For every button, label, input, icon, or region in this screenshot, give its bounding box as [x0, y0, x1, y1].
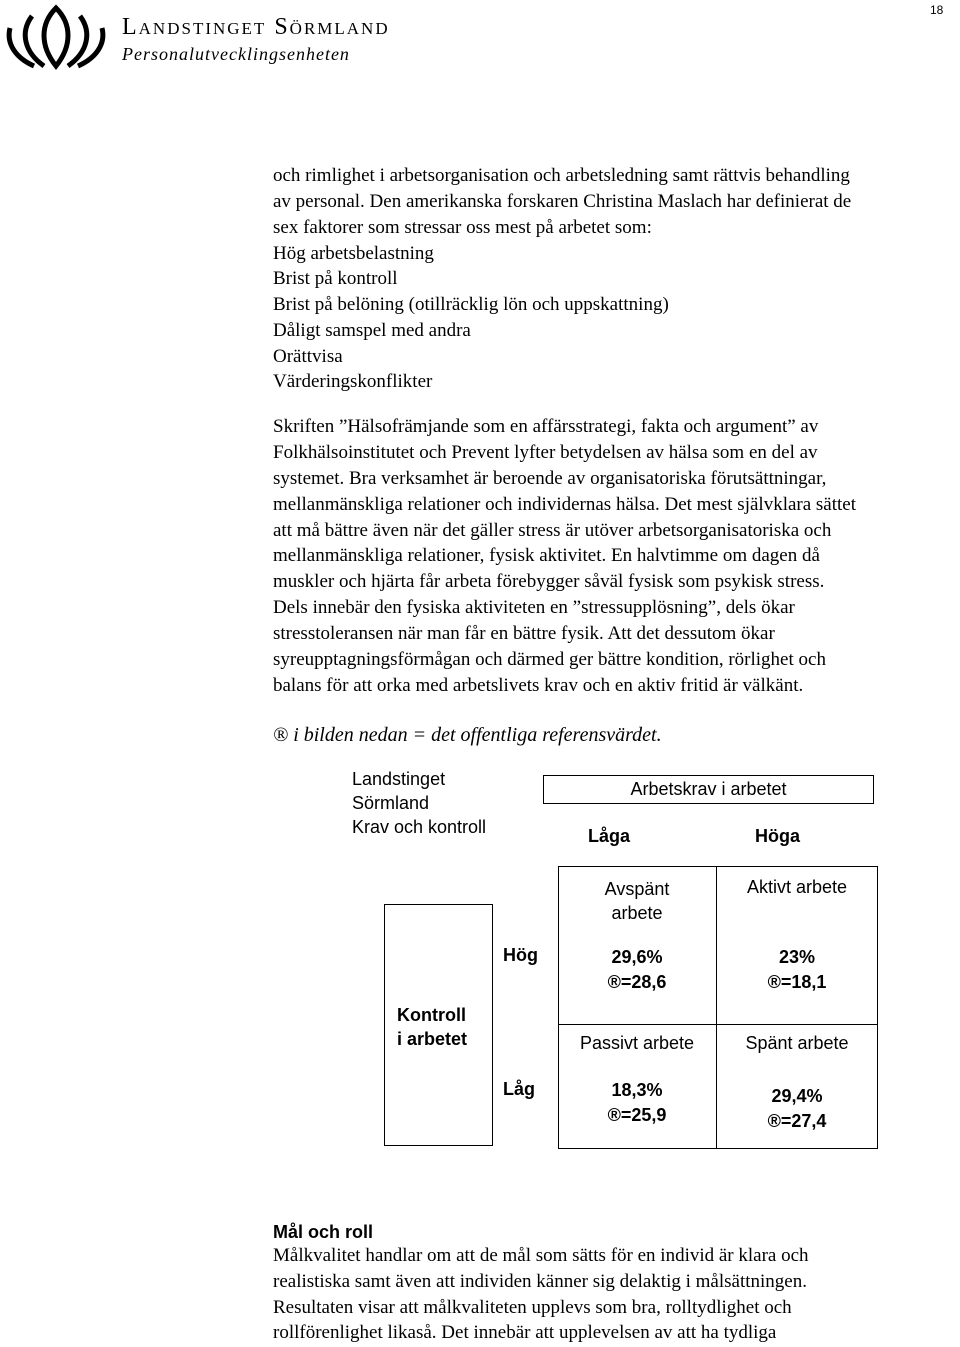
passive-work-label: Passivt arbete: [579, 1033, 695, 1053]
text-line: Målkvalitet handlar om att de mål som sätts för en individ är klara och: [273, 1245, 809, 1266]
active-work-value: 23%: [778, 947, 816, 967]
row-low-label: Låg: [503, 1079, 536, 1099]
text-line: mellanmänskliga relationer, fysisk aktivitet. En halvtimme om dagen då: [273, 545, 820, 566]
text-line: realistiska samt även att individen känner sig delaktig i målsättningen.: [273, 1271, 807, 1292]
demand-title-box: Arbetskrav i arbetet: [543, 775, 874, 804]
column-high-label: Höga: [755, 826, 800, 846]
text-line: rollförenlighet likaså. Det innebär att upplevelsen av att ha tydliga: [273, 1322, 777, 1343]
text-line: av personal. Den amerikanska forskaren Christina Maslach har definierat de: [273, 191, 852, 212]
list-item: Hög arbetsbelastning: [273, 243, 434, 264]
control-label: Kontroll i arbetet: [397, 1005, 468, 1049]
text-line: muskler och hjärta får arbeta förebygger såväl fysisk som psykisk stress.: [273, 571, 825, 592]
passive-work-value: 18,3%: [611, 1080, 663, 1100]
text-line: sex faktorer som stressar oss mest på arbetet som:: [273, 217, 652, 238]
lotus-logo: [2, 2, 110, 70]
row-high-label: Hög: [503, 945, 538, 965]
text-line: Folkhälsoinstitutet och Prevent lyfter betydelsen av hälsa som en del av: [273, 442, 818, 463]
text-line: Resultaten visar att målkvaliteten upplevs som bra, rolltydlighet och: [273, 1297, 792, 1318]
active-work-label: Aktivt arbete: [746, 877, 848, 897]
list-item: Brist på belöning (otillräcklig lön och uppskattning): [273, 294, 669, 315]
grid-divider-horizontal: [558, 1024, 878, 1025]
unit-name: Personalutvecklingsenheten: [122, 44, 350, 64]
text-line: Dels innebär den fysiska aktiviteten en ”stressupplösning”, dels ökar: [273, 597, 795, 618]
text-line: stresstoleransen när man får en bättre fysik. Att det dessutom ökar: [273, 623, 775, 644]
strained-work-value: 29,4%: [771, 1086, 823, 1106]
list-item: Orättvisa: [273, 346, 343, 367]
strained-work-reference: ®=27,4: [767, 1111, 827, 1131]
list-item: Värderingskonflikter: [273, 371, 433, 392]
list-item: Dåligt samspel med andra: [273, 320, 471, 341]
reference-note: ® i bilden nedan = det offentliga referensvärdet.: [273, 724, 662, 746]
text-line: syreupptagningsförmågan och därmed ger bättre kondition, rörlighet och: [273, 649, 826, 670]
page-number: 18: [930, 3, 944, 17]
text-line: och rimlighet i arbetsorganisation och arbetsledning samt rättvis behandling: [273, 165, 850, 186]
active-work-reference: ®=18,1: [767, 972, 827, 992]
relaxed-work-label: Avspänt arbete: [604, 879, 670, 923]
figure-org-label: Landstinget Sörmland Krav och kontroll: [352, 769, 487, 837]
org-name: Landstinget Sörmland: [122, 14, 390, 40]
passive-work-reference: ®=25,9: [607, 1105, 667, 1125]
text-line: systemet. Bra verksamhet är beroende av organisatoriska förutsättningar,: [273, 468, 827, 489]
relaxed-work-reference: ®=28,6: [607, 972, 667, 992]
text-line: balans för att orka med arbetslivets krav och en aktiv fritid är välkänt.: [273, 675, 804, 696]
section-heading: Mål och roll: [273, 1222, 374, 1242]
text-line: att må bättre även när det gäller stress är utöver arbetsorganisatoriska och: [273, 520, 832, 541]
list-item: Brist på kontroll: [273, 268, 398, 289]
text-line: mellanmänskliga relationer och individernas hälsa. Det mest självklara sättet: [273, 494, 857, 515]
relaxed-work-value: 29,6%: [611, 947, 663, 967]
text-line: Skriften ”Hälsofrämjande som en affärsstrategi, fakta och argument” av: [273, 416, 819, 437]
column-low-label: Låga: [588, 826, 631, 846]
strained-work-label: Spänt arbete: [745, 1033, 849, 1053]
